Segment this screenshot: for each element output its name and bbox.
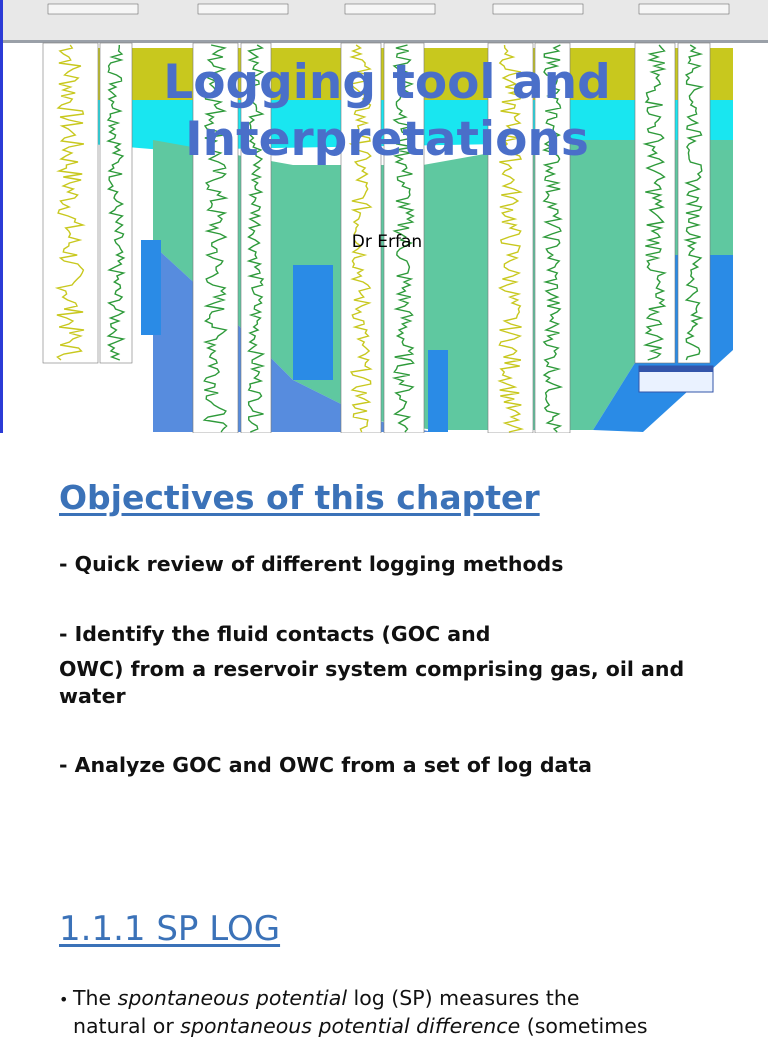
hero-banner <box>0 0 768 433</box>
sp-text-2: spontaneous potential <box>117 986 348 1010</box>
slide-title-line-1: Logging tool and <box>163 55 611 110</box>
bullet-icon: • <box>59 990 69 1009</box>
objective-item-2-line-1: - Identify the fluid contacts (GOC and <box>59 622 491 646</box>
sp-text-1: The <box>73 986 118 1010</box>
sp-text-4: natural or <box>73 1014 181 1038</box>
objective-item-2-line-2: OWC) from a reservoir system comprising gas, oil and water <box>59 657 685 708</box>
sp-text-5: spontaneous potential difference <box>180 1014 521 1038</box>
objective-item-3: - Analyze GOC and OWC from a set of log data <box>59 753 593 777</box>
slide-title-line-2: Interpretations <box>185 112 589 167</box>
sp-text-3: log (SP) measures the <box>347 986 580 1010</box>
objectives-heading[interactable]: Objectives of this chapter <box>59 478 540 517</box>
sp-log-heading[interactable]: 1.1.1 SP LOG <box>59 909 281 949</box>
sp-log-paragraph <box>59 985 719 1039</box>
sp-text-6: (sometimes <box>520 1014 648 1038</box>
author-name: Dr Erfan <box>351 232 423 252</box>
objective-item-1: - Quick review of different logging methods <box>59 552 564 576</box>
